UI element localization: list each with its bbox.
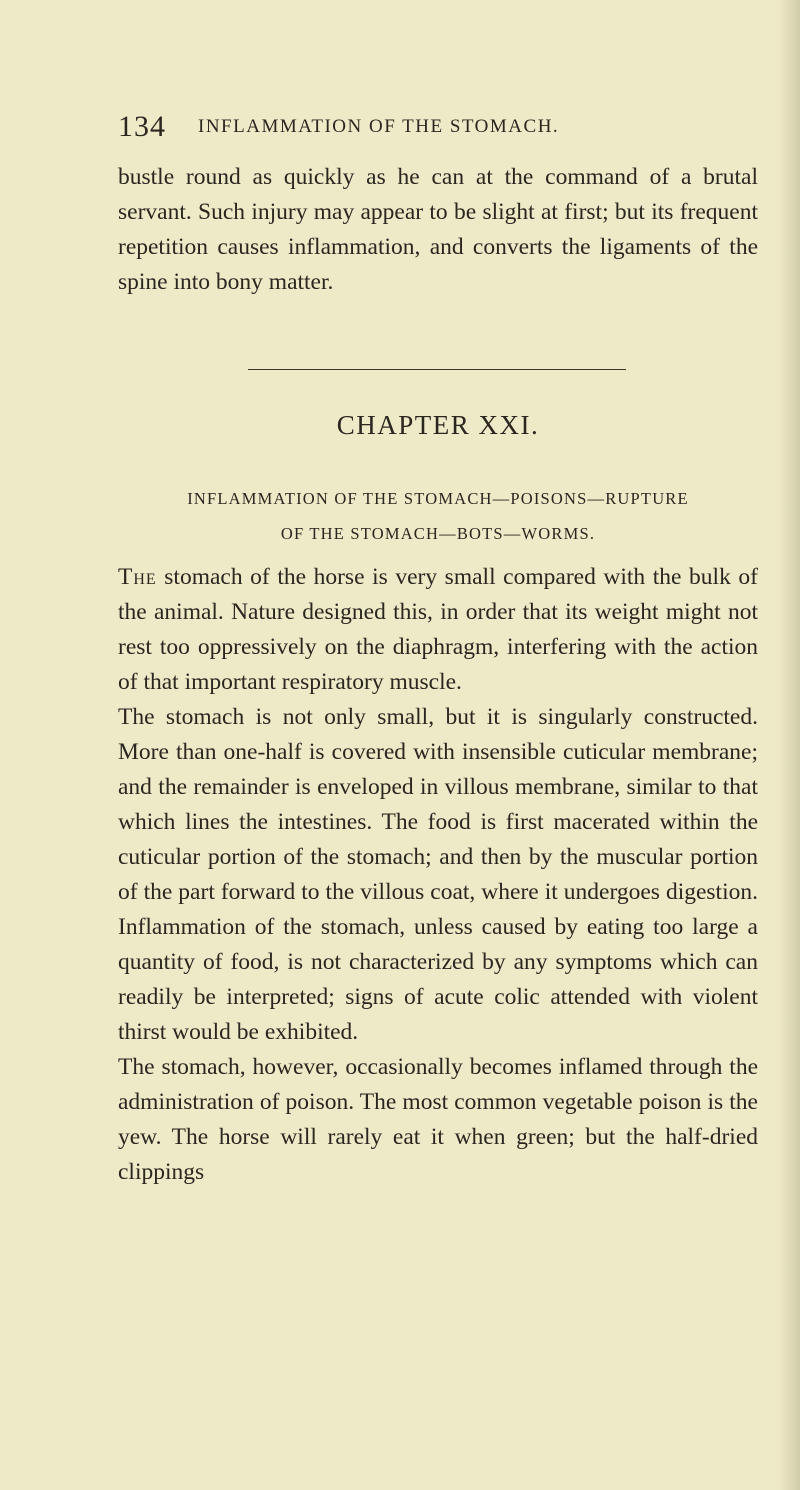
section-divider bbox=[248, 369, 626, 370]
paragraph bbox=[118, 560, 758, 700]
chapter-title: CHAPTER XXI. bbox=[336, 410, 540, 440]
chapter-subtitle-line-2: OF THE STOMACH—BOTS—WORMS. bbox=[280, 524, 596, 543]
paragraph: The stomach, however, occasionally becomes inflamed through the administration of poison. The most common vegetable poison is the yew. The horse will rarely eat it when green; but the half-dried clippings bbox=[118, 1054, 758, 1185]
paragraph-text: stomach of the horse is very small compared with the bulk of the animal. Nature designed this, in order that its weight might not rest too oppressively on the diaphragm, interfering with the action of that important respiratory muscle. bbox=[118, 564, 758, 695]
chapter-body bbox=[118, 560, 758, 1190]
page-header bbox=[118, 110, 758, 146]
paragraph-lead-word: The bbox=[118, 564, 157, 590]
opening-paragraph: bustle round as quickly as he can at the command of a brutal servant. Such injury may appear to be slight at first; but its frequent repetition causes inflammation, and converts the ligaments of the spine into bony matter. bbox=[118, 164, 758, 295]
page-number: 134 bbox=[118, 110, 166, 143]
opening-paragraph-block bbox=[118, 160, 758, 300]
page-edge-shadow bbox=[778, 0, 800, 1490]
chapter-subtitle bbox=[118, 481, 758, 551]
chapter-subtitle-line-1: INFLAMMATION OF THE STOMACH—POISONS—RUPTURE bbox=[187, 489, 689, 508]
running-head: INFLAMMATION OF THE STOMACH. bbox=[198, 116, 560, 137]
paragraph: The stomach is not only small, but it is singularly constructed. More than one-half is covered with insensible cuticular membrane; and the remainder is enveloped in villous membrane, similar to that which lines the intestines. The food is first macerated within the cuticular portion of the stomach; and then by the muscular portion of the part forward to the villous coat, where it undergoes digestion. Inflammation of the stomach, unless caused by eating too large a quantity of food, is not characterized by any symptoms which can readily be interpreted; signs of acute colic attended with violent thirst would be exhibited. bbox=[118, 704, 758, 1045]
